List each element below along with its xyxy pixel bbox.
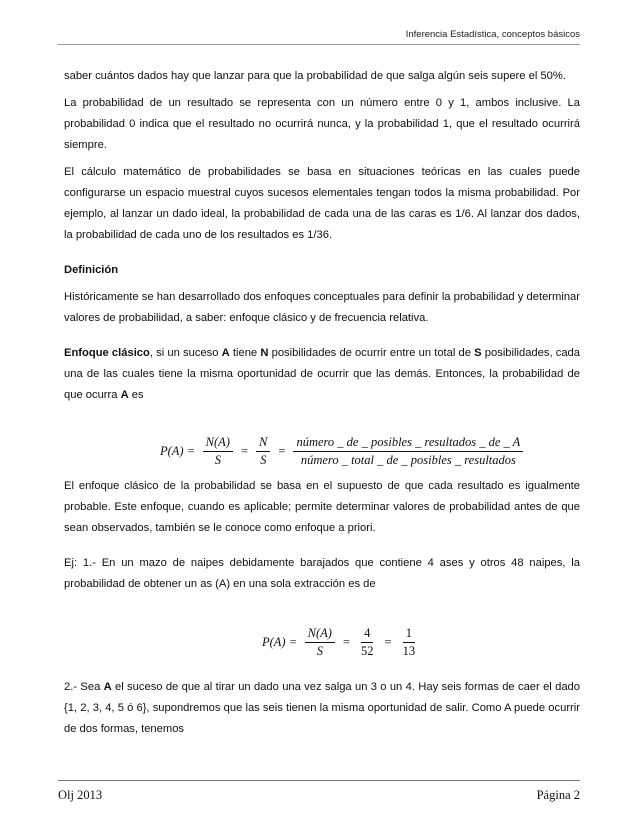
text-span: el suceso de que al tirar un dado una vez salga un 3 o un 4. Hay seis formas de caer el dado {1, 2, 3, 4, 5 ó 6}, supondremos que las seis tienen la misma oportunidad de salir. Como A puede ocurrir de dos formas, tenemos bbox=[64, 681, 580, 735]
paragraph-range: La probabilidad de un resultado se representa con un número entre 0 y 1, ambos inclusive. La probabilidad 0 indica que el resultado no ocurrirá nunca, y la probabilidad 1, que el resultado ocurrirá siempre. bbox=[64, 97, 580, 151]
numerator: 1 bbox=[403, 626, 415, 643]
equals-sign: = bbox=[342, 635, 351, 649]
equals-sign: = bbox=[278, 444, 286, 458]
numerator: 4 bbox=[361, 626, 373, 643]
fraction bbox=[358, 626, 377, 659]
denominator: S bbox=[260, 453, 267, 467]
fraction bbox=[293, 435, 523, 468]
fraction bbox=[400, 626, 419, 659]
text-span: posibilidades de ocurrir entre un total de bbox=[268, 347, 475, 359]
symbol-n: N bbox=[260, 347, 269, 359]
header-rule bbox=[58, 44, 580, 45]
footer-rule bbox=[58, 780, 580, 781]
formula-lhs: P(A) bbox=[160, 444, 184, 458]
text-span: , si un suceso bbox=[149, 347, 222, 359]
text-span: 2.- Sea bbox=[64, 681, 104, 693]
equals-sign: = bbox=[289, 635, 297, 649]
section-heading-definicion: Definición bbox=[64, 264, 119, 276]
numerator: N bbox=[256, 435, 270, 452]
paragraph-ejemplo-2 bbox=[64, 677, 580, 740]
symbol-s: S bbox=[474, 347, 482, 359]
fraction bbox=[305, 626, 335, 659]
formula-probabilidad-clasica bbox=[160, 435, 527, 468]
denominator: número _ total _ de _ posibles _ resultados bbox=[300, 453, 516, 467]
numerator: N(A) bbox=[305, 626, 335, 643]
denominator: 13 bbox=[402, 644, 416, 658]
symbol-a: A bbox=[120, 389, 129, 401]
numerator: número _ de _ posibles _ resultados _ de _ A bbox=[293, 435, 523, 452]
symbol-a: A bbox=[103, 681, 112, 693]
paragraph-historico: Históricamente se han desarrollado dos enfoques conceptuales para definir la probabilidad y determinar valores de probabilidad, a saber: enfoque clásico y de frecuencia relativa. bbox=[64, 291, 580, 324]
equals-sign: = bbox=[384, 635, 392, 649]
equals-sign: = bbox=[240, 444, 249, 458]
text-span: tiene bbox=[229, 347, 261, 359]
denominator: S bbox=[214, 453, 221, 467]
paragraph-supuesto: El enfoque clásico de la probabilidad se basa en el supuesto de que cada resultado es igualmente probable. Este enfoque, cuando es aplicable; permite determinar valores de probabilidad antes de que sean observados, también se le conoce como enfoque a priori. bbox=[64, 480, 580, 534]
running-header: Inferencia Estadística, conceptos básicos bbox=[405, 29, 580, 40]
denominator: S bbox=[316, 644, 323, 658]
formula-ejemplo-as bbox=[262, 626, 422, 659]
paragraph-enfoque-clasico bbox=[64, 343, 580, 406]
footer-author: Olj 2013 bbox=[58, 788, 103, 802]
symbol-a: A bbox=[221, 347, 230, 359]
term-enfoque-clasico: Enfoque clásico bbox=[64, 347, 150, 359]
numerator: N(A) bbox=[203, 435, 233, 452]
paragraph-ejemplo-1: Ej: 1.- En un mazo de naipes debidamente barajados que contiene 4 ases y otros 48 naipes, la probabilidad de obtener un as (A) en una sola extracción es de bbox=[64, 557, 580, 590]
paragraph-calculo: El cálculo matemático de probabilidades se basa en situaciones teóricas en las cuales puede configurarse un espacio muestral cuyos sucesos elementales tengan todos la misma probabilidad. Por ejemplo, al lanzar un dado ideal, la probabilidad de cada una de las caras es 1/6. Al lanzar dos dados, la probabilidad de cada uno de los resultados es 1/36. bbox=[64, 166, 580, 241]
formula-lhs: P(A) bbox=[262, 635, 286, 649]
equals-sign: = bbox=[187, 444, 195, 458]
fraction bbox=[203, 435, 233, 468]
footer-page-number: Página 2 bbox=[536, 788, 580, 802]
fraction bbox=[256, 435, 270, 468]
paragraph-intro: saber cuántos dados hay que lanzar para que la probabilidad de que salga algún seis supere el 50%. bbox=[64, 70, 566, 82]
text-span: es bbox=[128, 389, 144, 401]
denominator: 52 bbox=[361, 644, 374, 658]
text-span: posibilidades, cada una de las cuales tiene la misma oportunidad de ocurrir que las demás. Entonces, la probabilidad de que ocurra bbox=[64, 347, 580, 401]
